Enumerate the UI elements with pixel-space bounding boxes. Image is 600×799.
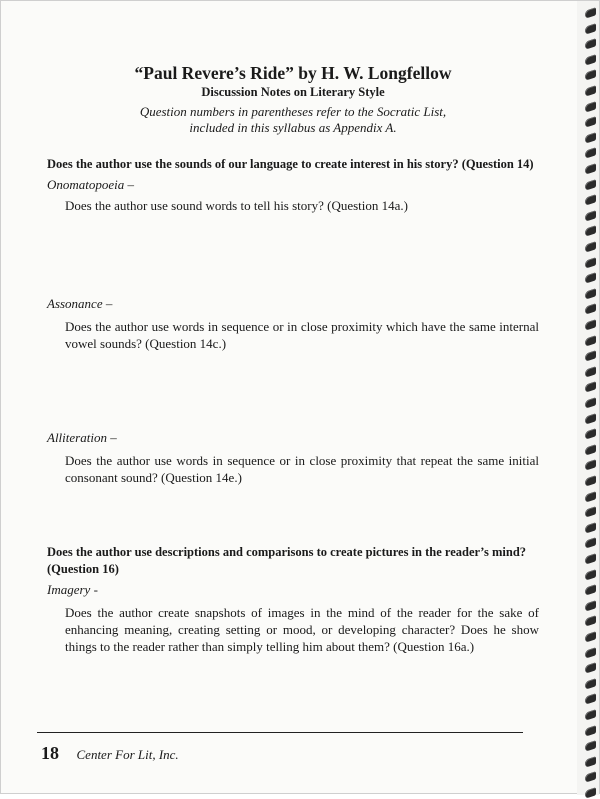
binding-coil	[585, 709, 596, 721]
page-footer	[41, 743, 179, 764]
spiral-binding	[577, 1, 599, 795]
binding-coil	[585, 132, 596, 144]
binding-coil	[585, 553, 596, 565]
binding-coil	[585, 54, 596, 66]
binding-coil	[585, 428, 596, 440]
binding-coil	[585, 787, 596, 799]
binding-coil	[585, 148, 596, 160]
question-alliteration: Does the author use words in sequence or in close proximity that repeat the same initial consonant sound? (Question 14e.)	[65, 453, 539, 485]
reference-note-line-1: Question numbers in parentheses refer to the Socratic List,	[139, 104, 447, 119]
binding-coil	[585, 226, 596, 238]
binding-coil	[585, 616, 596, 628]
page-subtitle: Discussion Notes on Literary Style	[201, 85, 385, 99]
binding-coil	[585, 366, 596, 378]
binding-coil	[585, 179, 596, 191]
page-title: “Paul Revere’s Ride” by H. W. Longfellow	[134, 63, 452, 83]
binding-coil	[585, 491, 596, 503]
binding-coil	[585, 397, 596, 409]
reference-note-line-2: included in this syllabus as Appendix A.	[189, 120, 397, 135]
section-heading-descriptions: Does the author use descriptions and comparisons to create pictures in the reader’s mind? (Question 16)	[47, 545, 527, 576]
term-assonance: Assonance –	[47, 296, 113, 311]
section-heading-sounds: Does the author use the sounds of our language to create interest in his story? (Question 14)	[47, 157, 534, 171]
binding-coil	[585, 38, 596, 50]
binding-coil	[585, 101, 596, 113]
publisher-name: Center For Lit, Inc.	[76, 747, 179, 762]
question-assonance: Does the author use words in sequence or in close proximity which have the same internal vowel sounds? (Question 14c.)	[65, 319, 539, 351]
binding-coil	[585, 600, 596, 612]
binding-coil	[585, 475, 596, 487]
binding-coil	[585, 23, 596, 35]
binding-coil	[585, 725, 596, 737]
footer-rule	[37, 732, 523, 733]
binding-coil	[585, 647, 596, 659]
binding-coil	[585, 678, 596, 690]
binding-coil	[585, 194, 596, 206]
binding-coil	[585, 569, 596, 581]
binding-coil	[585, 335, 596, 347]
binding-coil	[585, 584, 596, 596]
binding-coil	[585, 7, 596, 19]
binding-coil	[585, 444, 596, 456]
binding-coil	[585, 694, 596, 706]
reference-note	[43, 104, 543, 136]
binding-coil	[585, 538, 596, 550]
binding-coil	[585, 116, 596, 128]
binding-coil	[585, 288, 596, 300]
binding-coil	[585, 631, 596, 643]
binding-coil	[585, 85, 596, 97]
binding-coil	[585, 257, 596, 269]
binding-coil	[585, 506, 596, 518]
question-imagery: Does the author create snapshots of images in the mind of the reader for the sake of enhancing meaning, creating setting or mood, or developing character? Does he show things to the reader rather than simply telling him about them? (Question 16a.)	[65, 605, 539, 654]
binding-coil	[585, 522, 596, 534]
term-onomatopoeia: Onomatopoeia –	[47, 177, 135, 192]
binding-coil	[585, 413, 596, 425]
binding-coil	[585, 350, 596, 362]
binding-coil	[585, 241, 596, 253]
binding-coil	[585, 740, 596, 752]
page-number: 18	[41, 743, 59, 763]
term-imagery: Imagery -	[47, 582, 98, 597]
binding-coil	[585, 272, 596, 284]
term-alliteration: Alliteration –	[47, 430, 117, 445]
binding-coil	[585, 304, 596, 316]
question-onomatopoeia: Does the author use sound words to tell his story? (Question 14a.)	[65, 198, 409, 213]
binding-coil	[585, 772, 596, 784]
binding-coil	[585, 756, 596, 768]
binding-coil	[585, 319, 596, 331]
binding-coil	[585, 460, 596, 472]
binding-coil	[585, 70, 596, 82]
binding-coil	[585, 163, 596, 175]
binding-coil	[585, 382, 596, 394]
binding-coil	[585, 210, 596, 222]
binding-coil	[585, 662, 596, 674]
